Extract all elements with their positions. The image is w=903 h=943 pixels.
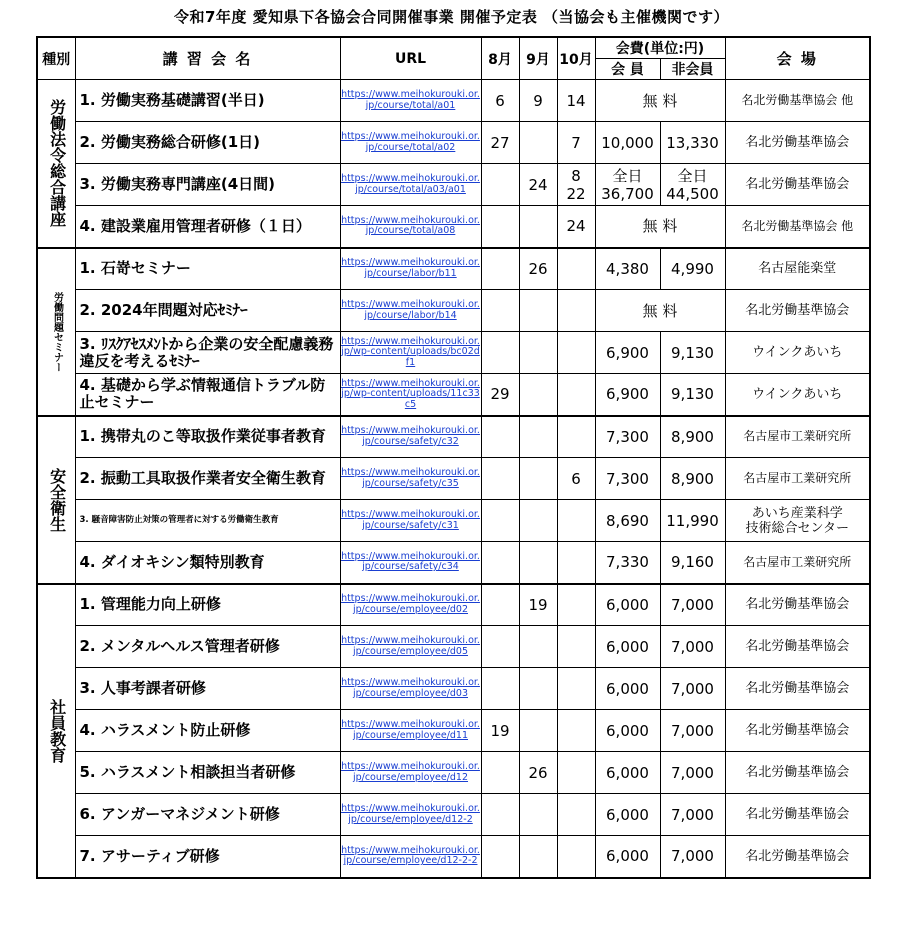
- course-name: 1. 労働実務基礎講習(半日): [75, 80, 340, 122]
- venue-cell: 名古屋市工業研究所: [725, 416, 870, 458]
- venue-cell: 名北労働基準協会: [725, 668, 870, 710]
- course-name: 4. ダイオキシン類特別教育: [75, 542, 340, 584]
- fee-non-member: 9,130: [660, 374, 725, 416]
- category-cell: [37, 416, 75, 584]
- header-aug: 8月: [481, 37, 519, 80]
- venue-cell: ウインクあいち: [725, 332, 870, 374]
- month-aug: [481, 752, 519, 794]
- venue-cell: 名北労働基準協会 他: [725, 206, 870, 248]
- venue-cell: 名北労働基準協会: [725, 710, 870, 752]
- course-name: 3. 労働実務専門講座(4日間): [75, 164, 340, 206]
- url-cell: [340, 794, 481, 836]
- fee-member: 6,000: [595, 710, 660, 752]
- fee-non-member: 8,900: [660, 416, 725, 458]
- venue-cell: 名北労働基準協会 他: [725, 80, 870, 122]
- header-fee: 会費(単位:円): [595, 37, 725, 59]
- course-link[interactable]: https://www.meihokurouki.or.jp/course/total/a02: [341, 131, 480, 153]
- month-sep: [519, 374, 557, 416]
- month-oct: [557, 752, 595, 794]
- month-aug: [481, 206, 519, 248]
- month-oct: [557, 710, 595, 752]
- table-row: [37, 626, 870, 668]
- url-cell: [340, 332, 481, 374]
- table-row: [37, 206, 870, 248]
- month-sep: [519, 458, 557, 500]
- course-link[interactable]: https://www.meihokurouki.or.jp/course/employee/d05: [341, 635, 480, 657]
- month-aug: [481, 248, 519, 290]
- fee-member: 6,000: [595, 794, 660, 836]
- fee-non-member: 7,000: [660, 752, 725, 794]
- month-sep: 24: [519, 164, 557, 206]
- table-row: [37, 122, 870, 164]
- course-link[interactable]: https://www.meihokurouki.or.jp/course/labor/b14: [341, 299, 480, 321]
- course-link[interactable]: https://www.meihokurouki.or.jp/course/total/a03/a01: [341, 173, 480, 195]
- course-link[interactable]: https://www.meihokurouki.or.jp/course/employee/d03: [341, 677, 480, 699]
- fee-non-member: 全日 44,500: [660, 164, 725, 206]
- month-sep: [519, 668, 557, 710]
- course-link[interactable]: https://www.meihokurouki.or.jp/course/employee/d12-2: [341, 803, 480, 825]
- month-sep: [519, 416, 557, 458]
- course-link[interactable]: https://www.meihokurouki.or.jp/course/safety/c34: [341, 550, 480, 573]
- month-sep: [519, 122, 557, 164]
- venue-cell: 名北労働基準協会: [725, 836, 870, 878]
- venue-cell: 名北労働基準協会: [725, 752, 870, 794]
- course-name: 3. 騒音障害防止対策の管理者に対する労働衛生教育: [75, 500, 340, 542]
- month-sep: [519, 626, 557, 668]
- fee-non-member: 9,160: [660, 542, 725, 584]
- venue-cell: 名北労働基準協会: [725, 164, 870, 206]
- header-course-name: 講 習 会 名: [75, 37, 340, 80]
- url-cell: [340, 122, 481, 164]
- month-sep: [519, 500, 557, 542]
- month-sep: [519, 542, 557, 584]
- table-row: [37, 458, 870, 500]
- month-oct: [557, 374, 595, 416]
- header-non-member: 非会員: [660, 59, 725, 80]
- fee-member: 6,000: [595, 836, 660, 878]
- course-name: 4. ハラスメント防止研修: [75, 710, 340, 752]
- url-cell: [340, 836, 481, 878]
- month-sep: [519, 290, 557, 332]
- header-sep: 9月: [519, 37, 557, 80]
- fee-member: 7,300: [595, 458, 660, 500]
- page-title: 令和7年度 愛知県下各協会合同開催事業 開催予定表 （当協会も主催機関です）: [173, 8, 730, 26]
- month-aug: [481, 332, 519, 374]
- category-cell: [37, 248, 75, 416]
- url-cell: [340, 584, 481, 626]
- fee-member: 10,000: [595, 122, 660, 164]
- fee-member: 4,380: [595, 248, 660, 290]
- table-row: [37, 752, 870, 794]
- course-name: 2. メンタルヘルス管理者研修: [75, 626, 340, 668]
- venue-cell: 名古屋能楽堂: [725, 248, 870, 290]
- course-name: 2. 労働実務総合研修(1日): [75, 122, 340, 164]
- fee-non-member: 7,000: [660, 668, 725, 710]
- month-sep: [519, 332, 557, 374]
- month-sep: [519, 836, 557, 878]
- venue-cell: 名北労働基準協会: [725, 794, 870, 836]
- fee-member: 6,000: [595, 668, 660, 710]
- table-row: [37, 584, 870, 626]
- category-cell: [37, 584, 75, 878]
- table-row: [37, 668, 870, 710]
- month-oct: [557, 416, 595, 458]
- month-aug: [481, 416, 519, 458]
- course-link[interactable]: https://www.meihokurouki.or.jp/course/safety/c31: [341, 509, 480, 531]
- fee-non-member: 7,000: [660, 836, 725, 878]
- url-cell: [340, 626, 481, 668]
- month-aug: [481, 794, 519, 836]
- course-name: 3. ﾘｽｸｱｾｽﾒﾝﾄから企業の安全配慮義務違反を考えるｾﾐﾅｰ: [75, 332, 340, 374]
- fee-non-member: 7,000: [660, 584, 725, 626]
- month-sep: [519, 206, 557, 248]
- month-aug: 27: [481, 122, 519, 164]
- month-sep: 26: [519, 248, 557, 290]
- month-aug: [481, 668, 519, 710]
- table-row: [37, 500, 870, 542]
- month-oct: 6: [557, 458, 595, 500]
- month-sep: [519, 710, 557, 752]
- table-row: [37, 416, 870, 458]
- venue-cell: 名北労働基準協会: [725, 122, 870, 164]
- month-oct: [557, 836, 595, 878]
- course-link[interactable]: https://www.meihokurouki.or.jp/course/employee/d12-2-2: [341, 844, 480, 867]
- venue-cell: 名古屋市工業研究所: [725, 458, 870, 500]
- course-name: 2. 2024年問題対応ｾﾐﾅｰ: [75, 290, 340, 332]
- url-cell: [340, 752, 481, 794]
- month-aug: [481, 290, 519, 332]
- fee-member: 6,000: [595, 752, 660, 794]
- month-sep: [519, 794, 557, 836]
- month-aug: [481, 584, 519, 626]
- fee-member: 7,330: [595, 542, 660, 584]
- month-sep: 9: [519, 80, 557, 122]
- fee-member: 6,000: [595, 584, 660, 626]
- schedule-table: [36, 36, 871, 879]
- month-aug: [481, 164, 519, 206]
- table-row: [37, 710, 870, 752]
- url-cell: [340, 164, 481, 206]
- month-oct: [557, 332, 595, 374]
- course-link[interactable]: https://www.meihokurouki.or.jp/course/total/a01: [341, 89, 480, 111]
- fee-free: 無 料: [595, 206, 725, 248]
- course-name: 4. 基礎から学ぶ情報通信トラブル防止セミナー: [75, 374, 340, 416]
- month-aug: [481, 458, 519, 500]
- venue-cell: ウインクあいち: [725, 374, 870, 416]
- category-cell: [37, 80, 75, 248]
- header-oct: 10月: [557, 37, 595, 80]
- month-oct: 14: [557, 80, 595, 122]
- month-aug: [481, 542, 519, 584]
- month-aug: 6: [481, 80, 519, 122]
- category-label: 労働問題セミナー: [51, 291, 63, 372]
- category-label: 社員教育: [47, 698, 67, 763]
- month-sep: 19: [519, 584, 557, 626]
- url-cell: [340, 710, 481, 752]
- course-link[interactable]: https://www.meihokurouki.or.jp/course/employee/d12: [341, 761, 480, 783]
- table-row: [37, 836, 870, 878]
- fee-member: 6,900: [595, 374, 660, 416]
- fee-non-member: 4,990: [660, 248, 725, 290]
- fee-member: 7,300: [595, 416, 660, 458]
- fee-member: 6,900: [595, 332, 660, 374]
- month-oct: [557, 542, 595, 584]
- month-oct: [557, 500, 595, 542]
- fee-free: 無 料: [595, 80, 725, 122]
- month-oct: [557, 584, 595, 626]
- fee-non-member: 7,000: [660, 794, 725, 836]
- month-oct: [557, 248, 595, 290]
- course-name: 4. 建設業雇用管理者研修（１日）: [75, 206, 340, 248]
- course-link[interactable]: https://www.meihokurouki.or.jp/course/safety/c32: [341, 425, 480, 447]
- table-row: [37, 374, 870, 416]
- course-name: 1. 管理能力向上研修: [75, 584, 340, 626]
- header-url: URL: [340, 37, 481, 80]
- table-row: [37, 542, 870, 584]
- course-link[interactable]: https://www.meihokurouki.or.jp/course/employee/d02: [341, 593, 480, 615]
- venue-cell: あいち産業科学 技術総合センター: [725, 500, 870, 542]
- course-name: 5. ハラスメント相談担当者研修: [75, 752, 340, 794]
- venue-cell: 名古屋市工業研究所: [725, 542, 870, 584]
- url-cell: [340, 290, 481, 332]
- month-aug: [481, 836, 519, 878]
- url-cell: [340, 374, 481, 416]
- month-aug: 19: [481, 710, 519, 752]
- url-cell: [340, 80, 481, 122]
- month-aug: [481, 626, 519, 668]
- course-name: 1. 携帯丸のこ等取扱作業従事者教育: [75, 416, 340, 458]
- month-oct: 24: [557, 206, 595, 248]
- table-row: [37, 794, 870, 836]
- url-cell: [340, 542, 481, 584]
- month-oct: 8 22: [557, 164, 595, 206]
- fee-non-member: 11,990: [660, 500, 725, 542]
- month-oct: [557, 668, 595, 710]
- table-row: [37, 164, 870, 206]
- month-oct: [557, 290, 595, 332]
- table-row: [37, 248, 870, 290]
- course-name: 1. 石嵜セミナー: [75, 248, 340, 290]
- venue-cell: 名北労働基準協会: [725, 290, 870, 332]
- table-row: [37, 80, 870, 122]
- category-label: 安全衛生: [47, 467, 67, 532]
- fee-member: 全日 36,700: [595, 164, 660, 206]
- fee-non-member: 8,900: [660, 458, 725, 500]
- category-label: 労働法令総合講座: [47, 99, 67, 228]
- course-name: 2. 振動工具取扱作業者安全衛生教育: [75, 458, 340, 500]
- fee-non-member: 7,000: [660, 626, 725, 668]
- table-row: [37, 332, 870, 374]
- table-row: [37, 290, 870, 332]
- course-name: 7. アサーティブ研修: [75, 836, 340, 878]
- fee-free: 無 料: [595, 290, 725, 332]
- header-venue: 会 場: [725, 37, 870, 80]
- url-cell: [340, 416, 481, 458]
- venue-cell: 名北労働基準協会: [725, 626, 870, 668]
- month-oct: [557, 794, 595, 836]
- header-category: 種別: [37, 37, 75, 80]
- fee-non-member: 7,000: [660, 710, 725, 752]
- month-sep: 26: [519, 752, 557, 794]
- month-aug: [481, 500, 519, 542]
- url-cell: [340, 458, 481, 500]
- course-link[interactable]: https://www.meihokurouki.or.jp/wp-content/uploads/bc02df1: [341, 335, 480, 368]
- url-cell: [340, 500, 481, 542]
- fee-member: 8,690: [595, 500, 660, 542]
- course-link[interactable]: https://www.meihokurouki.or.jp/course/employee/d11: [341, 719, 480, 741]
- course-link[interactable]: https://www.meihokurouki.or.jp/wp-content/uploads/11c33c5: [341, 377, 480, 410]
- url-cell: [340, 668, 481, 710]
- course-name: 3. 人事考課者研修: [75, 668, 340, 710]
- fee-non-member: 9,130: [660, 332, 725, 374]
- month-aug: 29: [481, 374, 519, 416]
- course-link[interactable]: https://www.meihokurouki.or.jp/course/labor/b11: [341, 257, 480, 279]
- month-oct: 7: [557, 122, 595, 164]
- fee-non-member: 13,330: [660, 122, 725, 164]
- course-link[interactable]: https://www.meihokurouki.or.jp/course/total/a08: [341, 214, 480, 237]
- venue-cell: 名北労働基準協会: [725, 584, 870, 626]
- month-oct: [557, 626, 595, 668]
- fee-member: 6,000: [595, 626, 660, 668]
- url-cell: [340, 248, 481, 290]
- url-cell: [340, 206, 481, 248]
- course-name: 6. アンガーマネジメント研修: [75, 794, 340, 836]
- header-member: 会 員: [595, 59, 660, 80]
- course-link[interactable]: https://www.meihokurouki.or.jp/course/safety/c35: [341, 467, 480, 489]
